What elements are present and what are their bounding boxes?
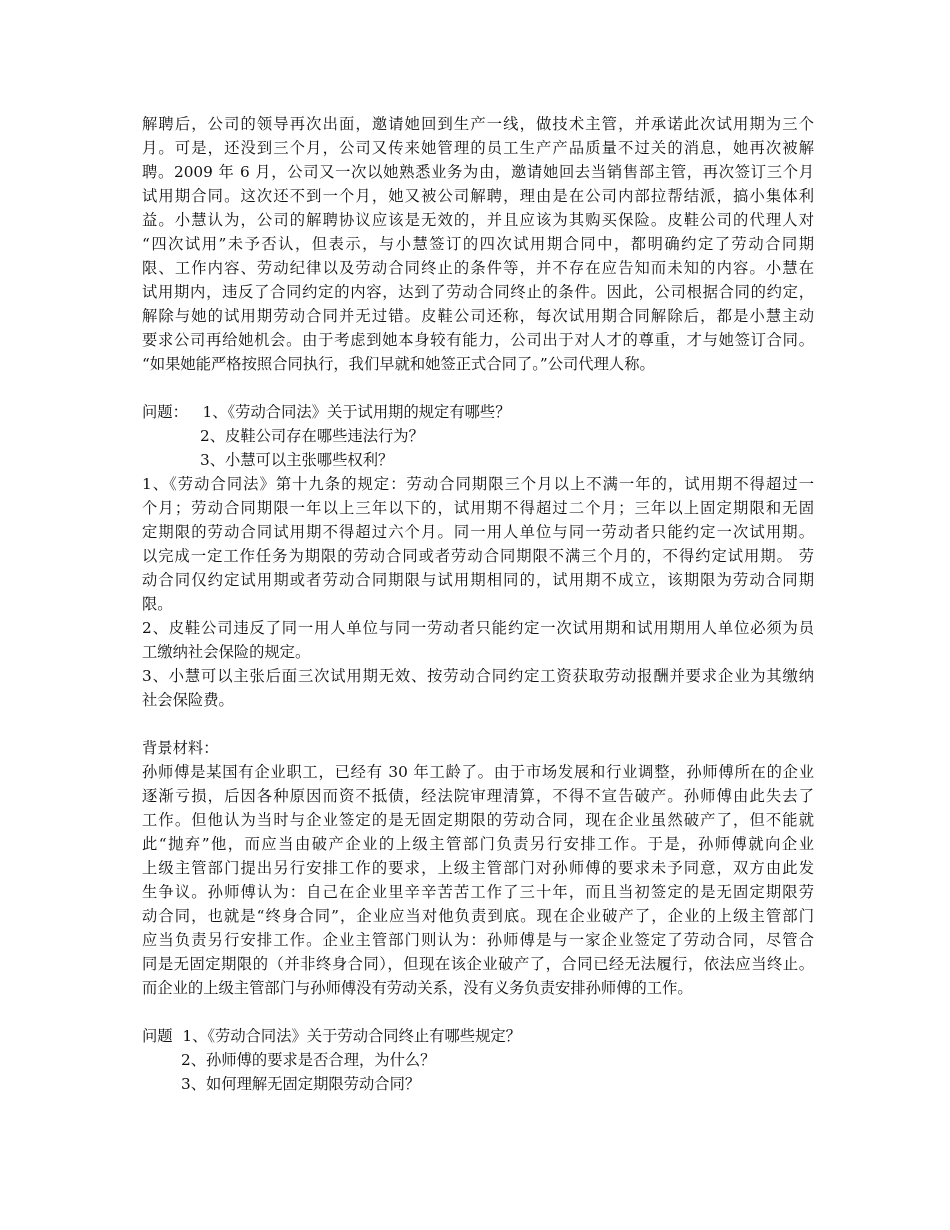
paragraph-gap xyxy=(142,712,814,736)
answer-line: 以完成一定工作任务为期限的劳动合同或者劳动合同期限不满三个月的，不得约定试用期。 劳 xyxy=(142,547,814,565)
background-line: 同是无固定期限的（并非终身合同），但现在该企业破产了，合同已经无法履行，依法应当终止。 xyxy=(142,955,814,973)
question-item: 2、皮鞋公司存在哪些违法行为？ xyxy=(200,427,424,445)
background-heading: 背景材料： xyxy=(142,739,219,757)
document-page xyxy=(142,112,814,1096)
text-line: 月。可是，还没到三个月，公司又传来她管理的员工生产产品质量不过关的消息，她再次被解 xyxy=(142,139,814,157)
question-item: 3、如何理解无固定期限劳动合同？ xyxy=(181,1075,421,1093)
text-line: 要求公司再给她机会。由于考虑到她本身较有能力，公司出于对人才的尊重，才与她签订合同。 xyxy=(142,331,814,349)
question-prefix: 问题： xyxy=(142,403,188,421)
answer-line: 工缴纳社会保险的规定。 xyxy=(142,643,311,661)
background-line: 上级主管部门提出另行安排工作的要求，上级主管部门对孙师傅的要求未予同意，双方由此发 xyxy=(142,859,814,877)
text-line: 解聘后，公司的领导再次出面，邀请她回到生产一线，做技术主管，并承诺此次试用期为三个 xyxy=(142,115,814,133)
background-line: 逐渐亏损，后因各种原因而资不抵债，经法院审理清算，不得不宣告破产。孙师傅由此失去了 xyxy=(142,787,814,805)
text-line: 试用期合同。这次还不到一个月，她又被公司解聘，理由是在公司内部拉帮结派，搞小集体利 xyxy=(142,187,814,205)
question-item: 3、小慧可以主张哪些权利？ xyxy=(200,451,394,469)
background-line: 此“抛弃”他，而应当由破产企业的上级主管部门负责另行安排工作。于是，孙师傅就向企业 xyxy=(142,835,814,853)
background-block xyxy=(142,736,814,1000)
text-line: 解除与她的试用期劳动合同并无过错。皮鞋公司还称，每次试用期合同解除后，都是小慧主动 xyxy=(142,307,814,325)
question-prefix: 问题 xyxy=(142,1027,173,1045)
answers-block-1 xyxy=(142,472,814,712)
question-item: 2、孙师傅的要求是否合理，为什么？ xyxy=(181,1051,436,1069)
background-line: 而企业的上级主管部门与孙师傅没有劳动关系，没有义务负责安排孙师傅的工作。 xyxy=(142,979,693,997)
answer-line: 2、皮鞋公司违反了同一用人单位与同一劳动者只能约定一次试用期和试用期用人单位必须为员 xyxy=(142,619,814,637)
answer-line: 个月；劳动合同期限一年以上三年以下的，试用期不得超过二个月；三年以上固定期限和无固 xyxy=(142,499,814,517)
text-line: “四次试用”未予否认，但表示，与小慧签订的四次试用期合同中，都明确约定了劳动合同期 xyxy=(142,235,814,253)
questions-block-2 xyxy=(142,1024,814,1096)
text-line: “如果她能严格按照合同执行，我们早就和她签正式合同了。”公司代理人称。 xyxy=(142,355,655,373)
background-line: 动合同，也就是“终身合同”，企业应当对他负责到底。现在企业破产了，企业的上级主管部门 xyxy=(142,907,814,925)
paragraph-gap xyxy=(142,1000,814,1024)
background-line: 工作。但他认为当时与企业签定的是无固定期限的劳动合同，现在企业虽然破产了，但不能就 xyxy=(142,811,814,829)
answer-line: 定期限的劳动合同试用期不得超过六个月。同一用人单位与同一劳动者只能约定一次试用期。 xyxy=(142,523,814,541)
questions-block-1 xyxy=(142,400,814,472)
answer-line: 1、《劳动合同法》第十九条的规定：劳动合同期限三个月以上不满一年的，试用期不得超过一 xyxy=(142,475,814,493)
background-line: 应当负责另行安排工作。企业主管部门则认为：孙师傅是与一家企业签定了劳动合同，尽管合 xyxy=(142,931,814,949)
answer-line: 社会保险费。 xyxy=(142,691,234,709)
question-item: 1、《劳动合同法》关于试用期的规定有哪些？ xyxy=(202,403,511,421)
answer-line: 限。 xyxy=(142,595,173,613)
answer-line: 动合同仅约定试用期或者劳动合同期限与试用期相同的，试用期不成立，该期限为劳动合同期 xyxy=(142,571,814,589)
case-paragraph-1 xyxy=(142,112,814,376)
text-line: 聘。2009 年 6 月，公司又一次以她熟悉业务为由，邀请她回去当销售部主管，再次签订三个月 xyxy=(142,163,814,181)
answer-line: 3、小慧可以主张后面三次试用期无效、按劳动合同约定工资获取劳动报酬并要求企业为其缴纳 xyxy=(142,667,814,685)
text-line: 益。小慧认为，公司的解聘协议应该是无效的，并且应该为其购买保险。皮鞋公司的代理人对 xyxy=(142,211,814,229)
paragraph-gap xyxy=(142,376,814,400)
text-line: 限、工作内容、劳动纪律以及劳动合同终止的条件等，并不存在应告知而未知的内容。小慧在 xyxy=(142,259,814,277)
text-line: 试用期内，违反了合同约定的内容，达到了劳动合同终止的条件。因此，公司根据合同的约定， xyxy=(142,283,814,301)
question-item: 1、《劳动合同法》关于劳动合同终止有哪些规定？ xyxy=(182,1027,521,1045)
background-line: 孙师傅是某国有企业职工，已经有 30 年工龄了。由于市场发展和行业调整，孙师傅所在的企业 xyxy=(142,763,814,781)
question-line-1 xyxy=(142,400,814,424)
question-line-1 xyxy=(142,1024,814,1048)
background-line: 生争议。孙师傅认为：自己在企业里辛辛苦苦工作了三十年，而且当初签定的是无固定期限劳 xyxy=(142,883,814,901)
